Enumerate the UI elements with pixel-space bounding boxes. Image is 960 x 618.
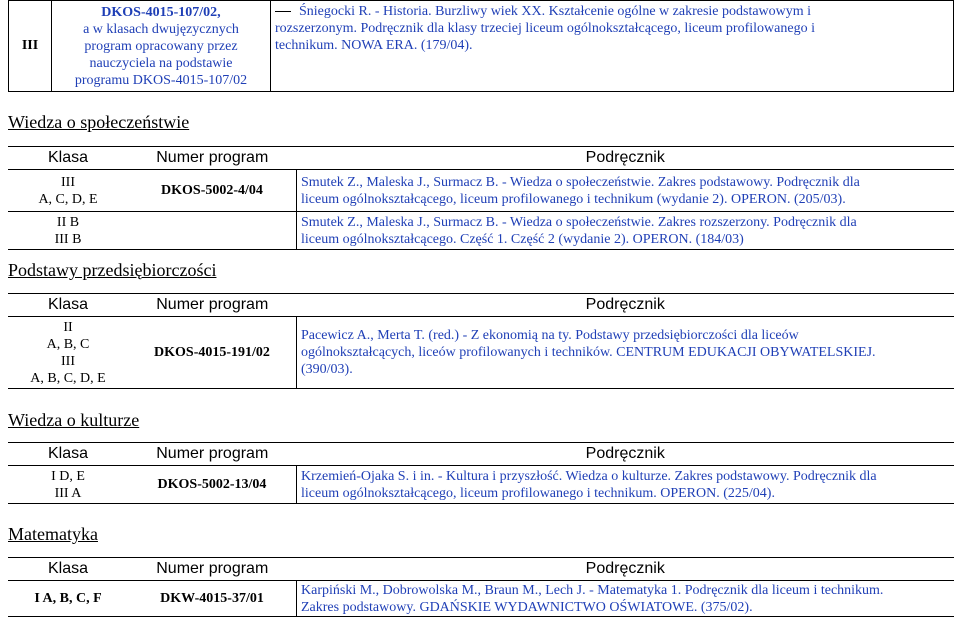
section-title-mat: Matematyka bbox=[8, 524, 98, 544]
header-numer: Numer program bbox=[128, 294, 297, 317]
top-program-line: programu DKOS-4015-107/02 bbox=[74, 72, 248, 88]
klasa-cell bbox=[8, 170, 128, 212]
top-klasa: III bbox=[21, 38, 39, 53]
klasa-line: A, B, C bbox=[46, 336, 90, 352]
table-header-row bbox=[8, 294, 954, 317]
top-book-line: technikum. NOWA ERA. (179/04). bbox=[275, 38, 473, 53]
wok-table bbox=[8, 442, 954, 504]
header-numer: Numer program bbox=[128, 147, 297, 170]
klasa-line: III bbox=[61, 174, 75, 190]
klasa-cell bbox=[8, 317, 128, 389]
table-header-row bbox=[8, 443, 954, 466]
klasa-cell bbox=[8, 212, 128, 250]
header-klasa: Klasa bbox=[8, 294, 128, 317]
klasa-line: I A, B, C, F bbox=[34, 591, 102, 606]
numer-cell: DKOS-4015-191/02 bbox=[128, 317, 297, 389]
book-line: Smutek Z., Maleska J., Surmacz B. - Wiedza o społeczeństwie. Zakres podstawowy. Podręcznik dla bbox=[301, 174, 860, 190]
header-podrecznik: Podręcznik bbox=[297, 147, 955, 170]
klasa-cell bbox=[8, 466, 128, 504]
section-title-pp: Podstawy przedsiębiorczości bbox=[8, 260, 217, 280]
table-row bbox=[8, 317, 954, 389]
header-numer: Numer program bbox=[128, 558, 297, 581]
book-line: liceum ogólnokształcącego, liceum profilowanego i technikum. OPERON. (225/04). bbox=[301, 485, 775, 501]
klasa-line: III bbox=[61, 353, 75, 369]
klasa-line: A, B, C, D, E bbox=[30, 370, 106, 386]
book-cell bbox=[297, 581, 955, 617]
table-header-row bbox=[8, 558, 954, 581]
top-book-line: Śniegocki R. - Historia. Burzliwy wiek XX. Kształcenie ogólne w zakresie podstawowym i bbox=[299, 4, 812, 19]
book-cell bbox=[297, 317, 955, 389]
numer-cell: DKOS-5002-4/04 bbox=[128, 170, 297, 212]
top-program-cell bbox=[52, 1, 271, 92]
top-klasa-cell bbox=[9, 1, 52, 92]
header-klasa: Klasa bbox=[8, 558, 128, 581]
book-line: Zakres podstawowy. GDAŃSKIE WYDAWNICTWO OŚWIATOWE. (375/02). bbox=[301, 599, 753, 615]
klasa-line: A, C, D, E bbox=[38, 191, 98, 207]
top-program-line: a w klasach dwujęzycznych bbox=[83, 21, 239, 37]
klasa-line: II B bbox=[56, 214, 80, 230]
pp-table bbox=[8, 293, 954, 389]
section-title-wok: Wiedza o kulturze bbox=[8, 410, 140, 430]
section-title-wos: Wiedza o społeczeństwie bbox=[8, 112, 190, 132]
top-curriculum-table bbox=[8, 0, 954, 92]
book-line: Smutek Z., Maleska J., Surmacz B. - Wiedza o społeczeństwie. Zakres rozszerzony. Podręcznik dla bbox=[301, 214, 857, 230]
top-book-line: rozszerzonym. Podręcznik dla klasy trzeciej liceum ogólnokształcącego, liceum profilowanego i bbox=[275, 21, 815, 36]
top-book-cell bbox=[271, 1, 954, 92]
header-podrecznik: Podręcznik bbox=[297, 294, 955, 317]
book-line: ogólnokształcących, liceów profilowanych i techników. CENTRUM EDUKACJI OBYWATELSKIEJ. bbox=[301, 345, 876, 360]
book-cell bbox=[297, 170, 955, 212]
table-header-row bbox=[8, 147, 954, 170]
mat-table bbox=[8, 557, 954, 617]
table-row bbox=[8, 466, 954, 504]
header-klasa: Klasa bbox=[8, 443, 128, 466]
klasa-cell bbox=[8, 581, 128, 617]
klasa-line: III B bbox=[54, 231, 82, 247]
book-cell bbox=[297, 466, 955, 504]
header-podrecznik: Podręcznik bbox=[297, 558, 955, 581]
top-program-line: DKOS-4015-107/02, bbox=[101, 4, 221, 20]
numer-cell: DKOS-5002-13/04 bbox=[128, 466, 297, 504]
book-cell bbox=[297, 212, 955, 250]
book-line: Karpiński M., Dobrowolska M., Braun M., Lech J. - Matematyka 1. Podręcznik dla liceum i technikum. bbox=[301, 582, 884, 598]
klasa-line: I D, E bbox=[51, 468, 85, 484]
numer-cell: DKW-4015-37/01 bbox=[128, 581, 297, 617]
table-row bbox=[8, 581, 954, 617]
wos-table bbox=[8, 146, 954, 250]
klasa-line: III A bbox=[54, 485, 82, 501]
top-program-line: program opracowany przez bbox=[84, 38, 238, 54]
table-row bbox=[8, 170, 954, 212]
top-program-line: nauczyciela na podstawie bbox=[89, 55, 233, 71]
dash-bullet bbox=[275, 11, 291, 12]
book-line: liceum ogólnokształcącego, liceum profilowanego i technikum (wydanie 2). OPERON. (205/03). bbox=[301, 191, 846, 207]
book-line: Pacewicz A., Merta T. (red.) - Z ekonomią na ty. Podstawy przedsiębiorczości dla liceów bbox=[301, 328, 799, 343]
numer-cell bbox=[128, 212, 297, 250]
book-line: liceum ogólnokształcącego. Część 1. Część 2 (wydanie 2). OPERON. (184/03) bbox=[301, 231, 744, 247]
table-row bbox=[8, 212, 954, 250]
header-podrecznik: Podręcznik bbox=[297, 443, 955, 466]
book-line: (390/03). bbox=[301, 362, 353, 377]
header-klasa: Klasa bbox=[8, 147, 128, 170]
book-line: Krzemień-Ojaka S. i in. - Kultura i przyszłość. Wiedza o kulturze. Zakres podstawowy. Podręcznik dla bbox=[301, 468, 877, 484]
klasa-line: II bbox=[63, 319, 73, 335]
header-numer: Numer program bbox=[128, 443, 297, 466]
